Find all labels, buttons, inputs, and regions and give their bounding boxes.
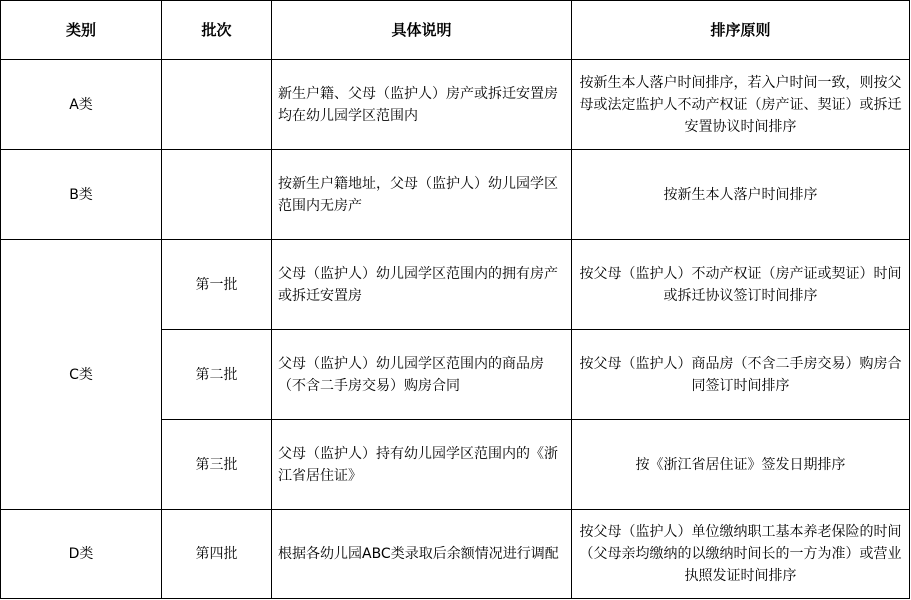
header-row xyxy=(1,1,910,60)
batch-cell: 第三批 xyxy=(162,420,272,510)
table-row-d xyxy=(1,510,910,599)
rule-cell: 按父母（监护人）商品房（不含二手房交易）购房合同签订时间排序 xyxy=(572,330,910,420)
batch-cell xyxy=(162,150,272,240)
rule-cell: 按新生本人落户时间排序 xyxy=(572,150,910,240)
table-row-a xyxy=(1,60,910,150)
header-description: 具体说明 xyxy=(272,1,572,60)
rule-cell: 按新生本人落户时间排序，若入户时间一致，则按父母或法定监护人不动产权证（房产证、契证）或拆迁安置协议时间排序 xyxy=(572,60,910,150)
batch-cell: 第四批 xyxy=(162,510,272,599)
batch-cell: 第一批 xyxy=(162,240,272,330)
rule-cell: 按父母（监护人）不动产权证（房产证或契证）时间或拆迁协议签订时间排序 xyxy=(572,240,910,330)
description-cell: 父母（监护人）幼儿园学区范围内的拥有房产或拆迁安置房 xyxy=(272,240,572,330)
description-cell: 根据各幼儿园ABC类录取后余额情况进行调配 xyxy=(272,510,572,599)
batch-cell: 第二批 xyxy=(162,330,272,420)
batch-cell xyxy=(162,60,272,150)
description-cell: 父母（监护人）幼儿园学区范围内的商品房（不含二手房交易）购房合同 xyxy=(272,330,572,420)
header-category: 类别 xyxy=(1,1,162,60)
rule-cell: 按父母（监护人）单位缴纳职工基本养老保险的时间（父母亲均缴纳的以缴纳时间长的一方为准）或营业执照发证时间排序 xyxy=(572,510,910,599)
category-cell: A类 xyxy=(1,60,162,150)
description-cell: 父母（监护人）持有幼儿园学区范围内的《浙江省居住证》 xyxy=(272,420,572,510)
description-cell: 新生户籍、父母（监护人）房产或拆迁安置房均在幼儿园学区范围内 xyxy=(272,60,572,150)
table-row-c1 xyxy=(1,240,910,330)
header-rule: 排序原则 xyxy=(572,1,910,60)
category-cell: B类 xyxy=(1,150,162,240)
category-cell: D类 xyxy=(1,510,162,599)
description-cell: 按新生户籍地址，父母（监护人）幼儿园学区范围内无房产 xyxy=(272,150,572,240)
rule-cell: 按《浙江省居住证》签发日期排序 xyxy=(572,420,910,510)
table-row-b xyxy=(1,150,910,240)
category-cell: C类 xyxy=(1,240,162,510)
header-batch: 批次 xyxy=(162,1,272,60)
